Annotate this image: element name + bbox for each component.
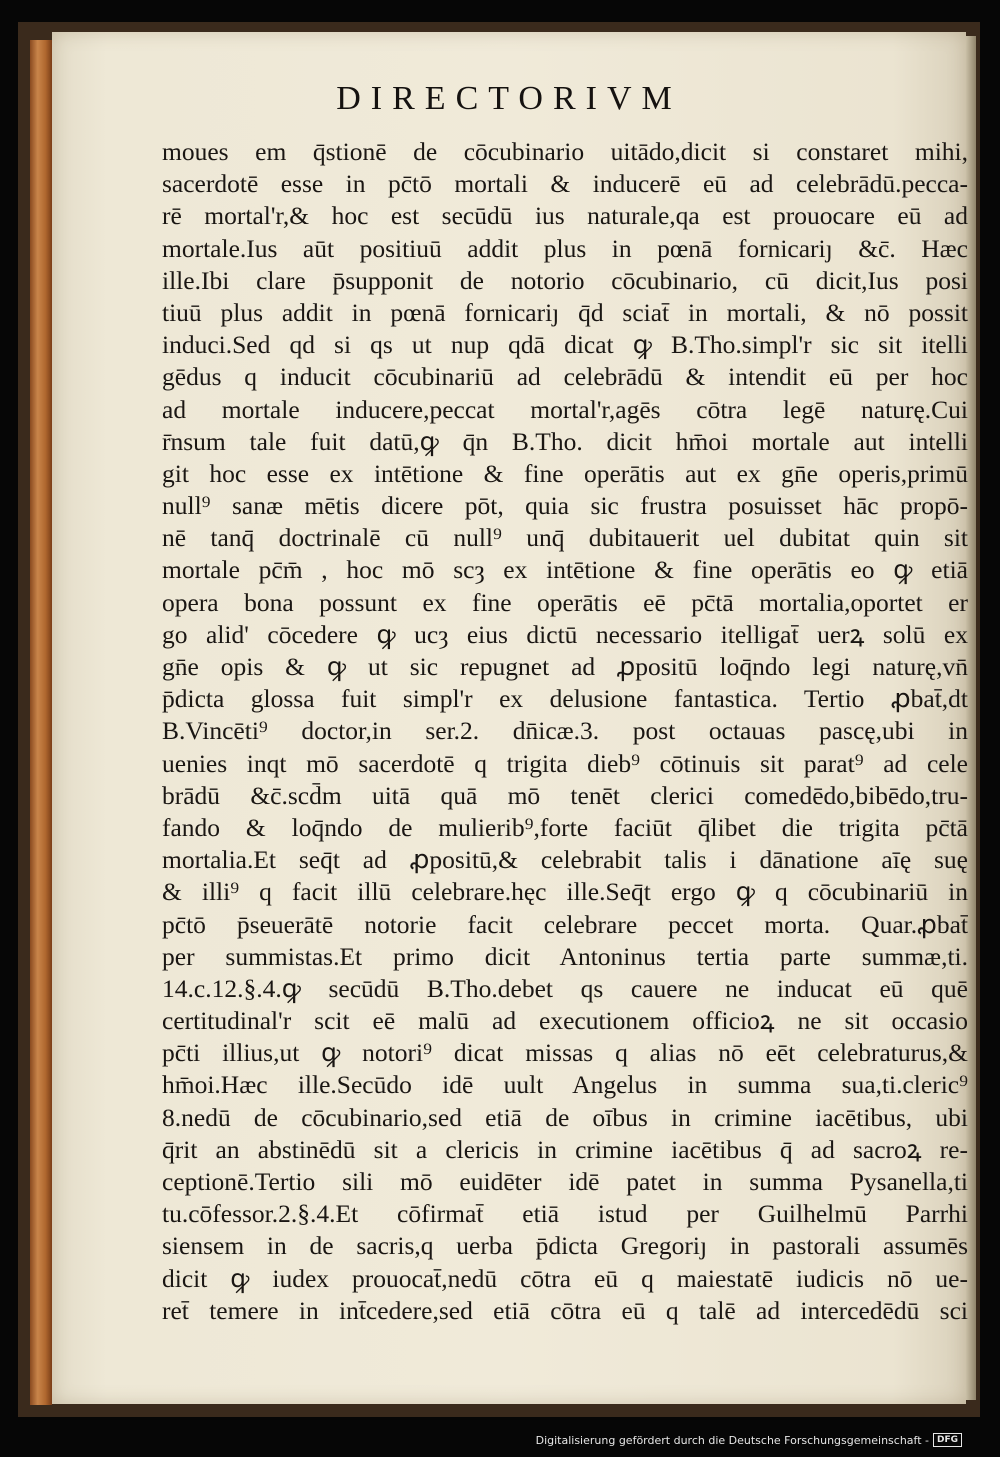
text-line: 8.nedū de cōcubinario,sed etiā de oībus in crimine iacētibus, ubi bbox=[162, 1102, 968, 1132]
text-line: mortalia.Et seq̄t ad ꝓpositū,& celebrabit talis i dānatione aīę suę bbox=[162, 845, 968, 875]
dfg-logo-icon: DFG bbox=[933, 1433, 962, 1447]
text-block bbox=[162, 136, 968, 1327]
text-line: q̄rit an abstinēdū sit a clericis in crimine iacētibus q̄ ad sacroꝝ re- bbox=[162, 1134, 968, 1164]
text-line: ceptionē.Tertio sili mō euidēter idē patet in summa Pysanella,ti bbox=[162, 1167, 968, 1196]
page-edge-left bbox=[30, 40, 52, 1405]
text-line: & illi⁹ q facit illū celebrare.hęc ille.Seq̄t ergo ꝙ q cōcubinariū in bbox=[162, 877, 968, 907]
text-line: mortale.Ius aūt positiuū addit plus in pœnā fornicariȷ &c̄. Hæc bbox=[162, 233, 968, 263]
text-line: tiuū plus addit in pœnā fornicariȷ q̄d sciat̄ in mortali, & nō possit bbox=[162, 297, 968, 327]
text-line: opera bona possunt ex fine operātis eē pc̄tā mortalia,oportet er bbox=[162, 587, 968, 617]
text-line: r̄nsum tale fuit datū,ꝙ q̄n B.Tho. dicit hm̄oi mortale aut intelli bbox=[162, 426, 968, 456]
text-line: null⁹ sanæ mētis dicere pōt, quia sic frustra posuisset hāc propō- bbox=[162, 491, 968, 521]
text-line: p̄dicta glossa fuit simpl'r ex delusione fantastica. Tertio ꝓbat̄,dt bbox=[162, 684, 968, 714]
text-line: siensem in de sacris,q uerba p̄dicta Gregoriȷ in pastorali assumēs bbox=[162, 1231, 968, 1261]
text-line: fando & loq̄ndo de mulierib⁹,forte faciūt q̄libet die trigita pc̄tā bbox=[162, 812, 968, 842]
text-line: ille.Ibi clare p̄supponit de notorio cōcubinario, cū dicit,Ius posi bbox=[162, 265, 968, 295]
text-line: certitudinal'r scit eē malū ad executionem officioꝝ ne sit occasio bbox=[162, 1006, 968, 1036]
book-page bbox=[52, 32, 966, 1404]
text-line: gēdus q inducit cōcubinariū ad celebrādū & intendit eū per hoc bbox=[162, 362, 968, 392]
text-line: induci.Sed qd si qs ut nup qdā dicat ꝙ B.Tho.simpl'r sic sit itelli bbox=[162, 330, 968, 360]
text-line: sacerdotē esse in pc̄tō mortali & inducerē eū ad celebrādū.pecca- bbox=[162, 169, 968, 199]
text-line: 14.c.12.§.4.ꝙ secūdū B.Tho.debet qs cauere ne inducat eū quē bbox=[162, 973, 968, 1003]
text-line: uenies inqt mō sacerdotē q trigita dieb⁹ cōtinuis sit parat⁹ ad cele bbox=[162, 748, 968, 778]
text-line: pc̄ti illius,ut ꝙ notori⁹ dicat missas q alias nō eēt celebraturus,& bbox=[162, 1038, 968, 1068]
text-line: brādū &c̄.scd̄m uitā quā mō tenēt clerici comedēdo,bibēdo,tru- bbox=[162, 780, 968, 810]
text-line: go alid' cōcedere ꝙ ucȝ eius dictū necessario itelligat̄ uerꝝ solū ex bbox=[162, 619, 968, 649]
footer-credit bbox=[536, 1433, 962, 1447]
text-line: pc̄tō p̄seuerātē notorie facit celebrare peccet morta. Quar.ꝓbat̄ bbox=[162, 909, 968, 939]
text-line: per summistas.Et primo dicit Antoninus tertia parte summæ,ti. bbox=[162, 941, 968, 971]
text-line: B.Vincēti⁹ doctor,in ser.2. dn̄icæ.3. post octauas pascę,ubi in bbox=[162, 716, 968, 746]
text-line: ret̄ temere in int̄cedere,sed etiā cōtra eū q talē ad intercedēdū sci bbox=[162, 1295, 968, 1325]
text-line: gn̄e opis & ꝙ ut sic repugnet ad ꝓpositū loq̄ndo legi naturę,vn̄ bbox=[162, 652, 968, 681]
text-line: rē mortal'r,& hoc est secūdū ius naturale,qa est prouocare eū ad bbox=[162, 201, 968, 231]
text-line: nē tanq̄ doctrinalē cū null⁹ unq̄ dubitauerit uel dubitat quin sit bbox=[162, 523, 968, 553]
text-line: moues em q̄stionē de cōcubinario uitādo,dicit si constaret mihi, bbox=[162, 137, 968, 166]
footer-credit-text: Digitalisierung gefördert durch die Deutsche Forschungsgemeinschaft - bbox=[535, 1433, 929, 1447]
text-line: tu.cōfessor.2.§.4.Et cōfirmat̄ etiā istud per Guilhelmū Parrhi bbox=[162, 1199, 968, 1229]
text-line: dicit ꝙ iudex prouocat̄,nedū cōtra eū q maiestatē iudicis nō ue- bbox=[162, 1263, 968, 1293]
text-line: mortale pc̄m̄ , hoc mō scȝ ex intētione & fine operātis eo ꝙ etiā bbox=[162, 555, 968, 585]
text-line: ad mortale inducere,peccat mortal'r,agēs cōtra legē naturę.Cui bbox=[162, 394, 968, 424]
text-line: git hoc esse ex intētione & fine operātis aut ex gn̄e operis,primū bbox=[162, 458, 968, 488]
text-line: hm̄oi.Hæc ille.Secūdo idē uult Angelus in summa sua,ti.cleric⁹ bbox=[162, 1070, 968, 1100]
running-title: DIRECTORIVM bbox=[336, 80, 682, 117]
